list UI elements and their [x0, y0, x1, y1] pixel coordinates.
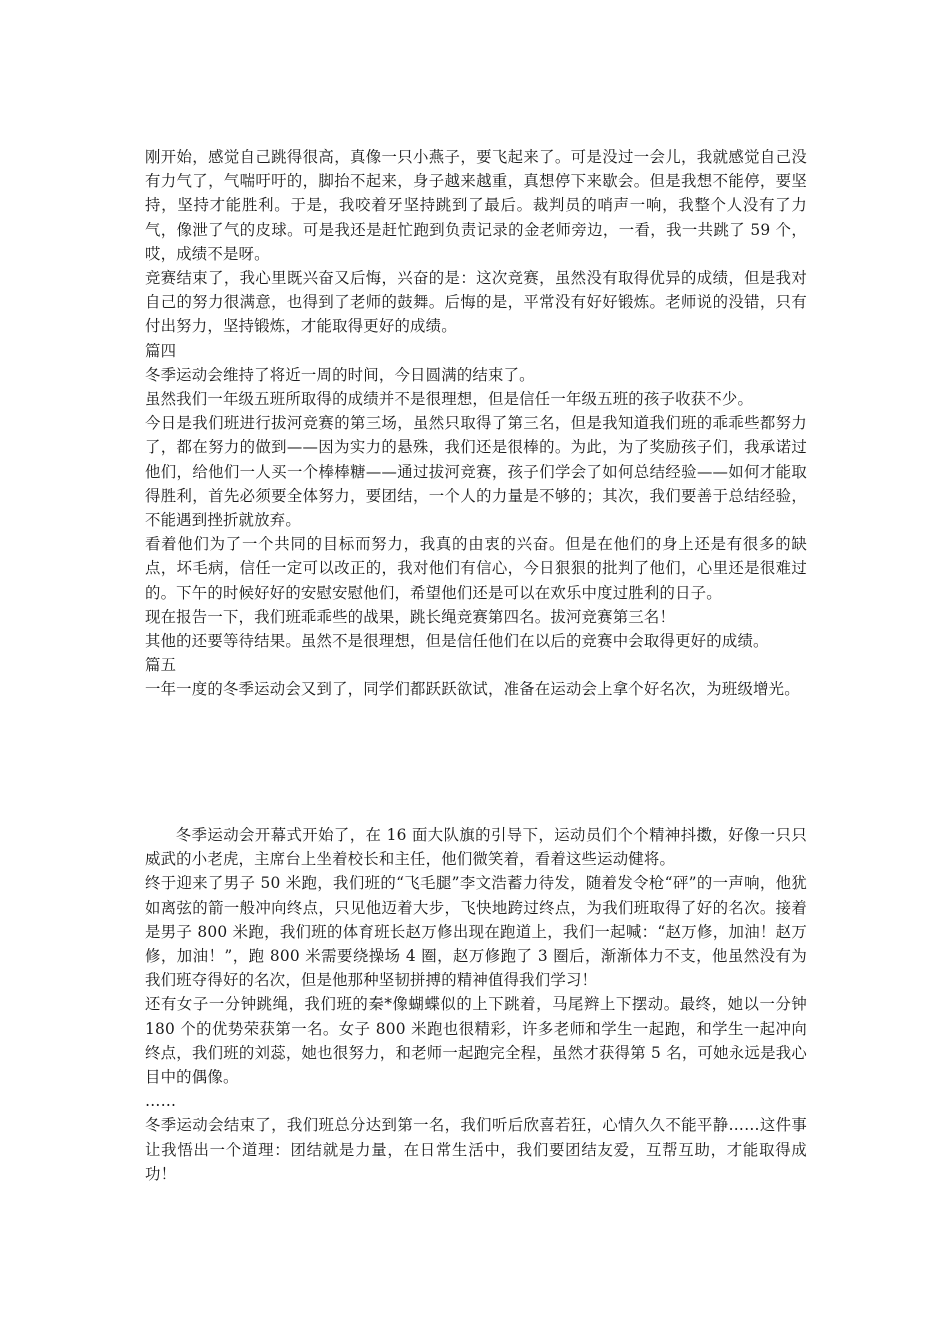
text-block-lower: [145, 823, 807, 1186]
paragraph-ellipsis: ……: [145, 1092, 177, 1111]
paragraph-jump-rope-and-800m: 还有女子一分钟跳绳，我们班的秦*像蝴蝶似的上下跳着，马尾辫上下摆动。最终，她以一分钟 180 个的优势荣获第一名。女子 800 米跑也很精彩，许多老师和学生一起跑，和学生一起冲向终点，我们班的刘蕊，她也很努力，和老师一起跑完全程，虽然才获得第 5 名，可她永远是我心目中的偶像。: [145, 995, 807, 1087]
paragraph-jump-rope-story: 刚开始，感觉自己跳得很高，真像一只小燕子，要飞起来了。可是没过一会儿，我就感觉自己没有力气了，气喘吁吁的，脚抬不起来，身子越来越重，真想停下来歇会。但是我想不能停，要坚持，坚持才能胜利。于是，我咬着牙坚持跳到了最后。裁判员的哨声一响，我整个人没有了力气，像泄了气的皮球。可是我还是赶忙跑到负责记录的金老师旁边，一看，我一共跳了 59 个，哎，成绩不是呀。: [145, 148, 807, 263]
paragraph-running-events: 终于迎来了男子 50 米跑，我们班的“飞毛腿”李文浩蓄力待发，随着发令枪“砰”的一声响，他犹如离弦的箭一般冲向终点，只见他迈着大步，飞快地跨过终点，为我们班取得了好的名次。接着是男子 800 米跑，我们班的体育班长赵万修出现在跑道上，我们一起喊：“赵万修，加油！赵万修，加油！”，跑 800 米需要绕操场 4 圈，赵万修跑了 3 圈后，渐渐体力不支，他虽然没有为我们班夺得好的名次，但是他那种坚韧拼搏的精神值得我们学习！: [145, 874, 807, 990]
paragraph-class-results: 虽然我们一年级五班所取得的成绩并不是很理想，但是信任一年级五班的孩子收获不少。: [145, 390, 754, 409]
paragraph-conclusion: 冬季运动会结束了，我们班总分达到第一名，我们听后欣喜若狂，心情久久不能平静……这件事让我悟出一个道理：团结就是力量，在日常生活中，我们要团结友爱，互帮互助，才能取得成功！: [145, 1116, 807, 1183]
paragraph-opening-ceremony: 冬季运动会开幕式开始了，在 16 面大队旗的引导下，运动员们个个精神抖擞，好像一只只威武的小老虎，主席台上坐着校长和主任，他们微笑着，看着这些运动健将。: [145, 826, 807, 869]
paragraph-awaiting-results: 其他的还要等待结果。虽然不是很理想，但是信任他们在以后的竞赛中会取得更好的成绩。: [145, 632, 769, 651]
paragraph-annual-sports-meet: 一年一度的冬季运动会又到了，同学们都跃跃欲试，准备在运动会上拿个好名次，为班级增光。: [145, 680, 800, 699]
paragraph-competition-reflection: 竞赛结束了，我心里既兴奋又后悔，兴奋的是：这次竞赛，虽然没有取得优异的成绩，但是我对自己的努力很满意，也得到了老师的鼓舞。后悔的是，平常没有好好锻炼。老师说的没错，只有付出努力，坚持锻炼，才能取得更好的成绩。: [145, 269, 807, 336]
section-heading-part-four: 篇四: [145, 341, 177, 360]
section-heading-part-five: 篇五: [145, 656, 177, 675]
paragraph-teacher-feelings: 看着他们为了一个共同的目标而努力，我真的由衷的兴奋。但是在他们的身上还是有很多的缺点，坏毛病，信任一定可以改正的，我对他们有信心，今日狠狠的批判了他们，心里还是很难过的。下午的时候好好的安慰安慰他们，希望他们还是可以在欢乐中度过胜利的日子。: [145, 535, 807, 602]
paragraph-tug-of-war: 今日是我们班进行拔河竞赛的第三场，虽然只取得了第三名，但是我知道我们班的乖乖些都努力了，都在努力的做到——因为实力的悬殊，我们还是很棒的。为此，为了奖励孩子们，我承诺过他们，给他们一人买一个棒棒糖——通过拔河竞赛，孩子们学会了如何总结经验——如何才能取得胜利，首先必须要全体努力，要团结，一个人的力量是不够的；其次，我们要善于总结经验，不能遇到挫折就放弃。: [145, 414, 807, 530]
text-block-upper: [145, 145, 807, 702]
paragraph-sports-meet-ended: 冬季运动会维持了将近一周的时间，今日圆满的结束了。: [145, 365, 535, 384]
paragraph-results-report: 现在报告一下，我们班乖乖些的战果，跳长绳竞赛第四名。拔河竞赛第三名！: [145, 607, 676, 626]
